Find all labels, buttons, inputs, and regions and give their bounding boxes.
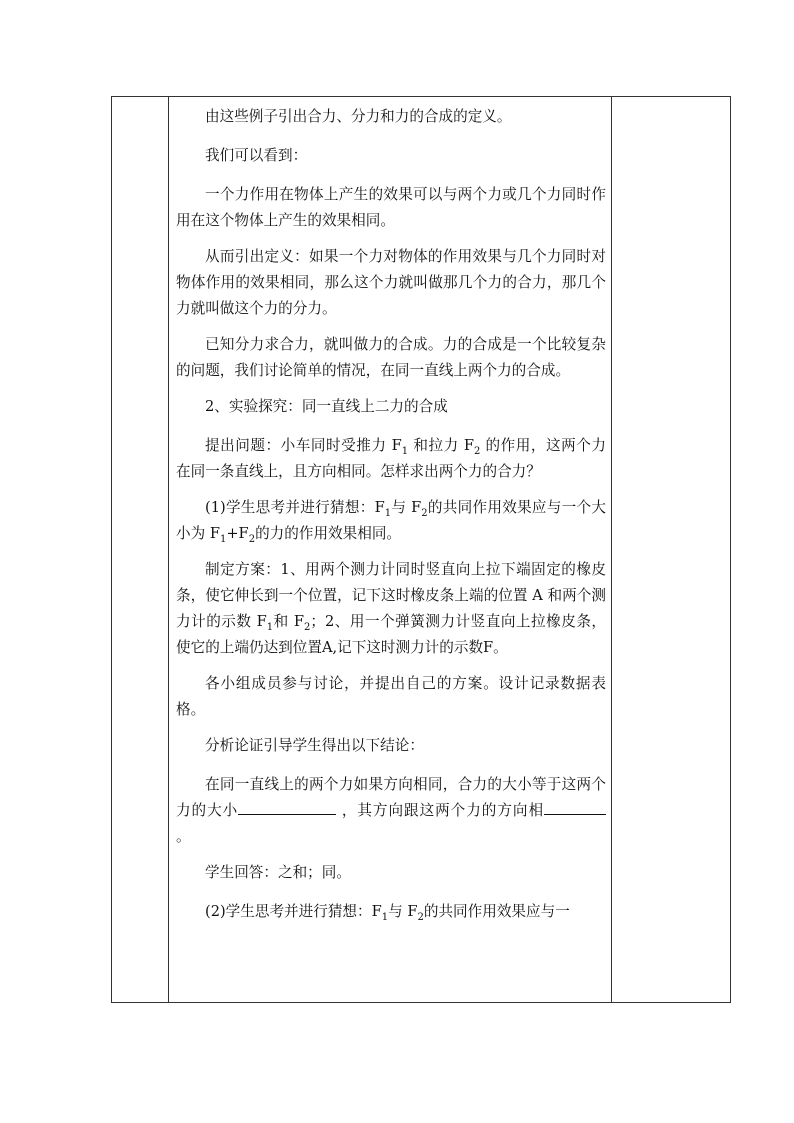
paragraph: 在同一直线上的两个力如果方向相同，合力的大小等于这两个力的大小 ，其方向跟这两个力的方向相 。: [176, 776, 606, 845]
paragraph: 制定方案：1、用两个测力计同时竖直向上拉下端固定的橡皮条，使它伸长到一个位置，记下这时橡皮条上端的位置 A 和两个测力计的示数 $F_1$和 $F_2$；2、用一个弹簧测力计竖直向上拉橡皮条，使它的上端仍达到位置A,记下这时测力计的示数F。: [176, 561, 607, 656]
fill-in-blank: [544, 798, 606, 815]
section-heading: 2、实验探究：同一直线上二力的合成: [205, 398, 448, 415]
paragraph: (2)学生思考并进行猜想：$F_1$与 $F_2$的共同作用效果应与一: [205, 903, 570, 923]
paragraph: 已知分力求合力，就叫做力的合成。力的合成是一个比较复杂的问题，我们讨论简单的情况，在同一直线上两个力的合成。: [176, 336, 606, 379]
paragraph: 从而引出定义：如果一个力对物体的作用效果与几个力同时对物体作用的效果相同，那么这个力就叫做那几个力的合力，那几个力就叫做这个力的分力。: [176, 248, 606, 317]
column-divider-right: [611, 97, 612, 1002]
paragraph: 学生回答：之和；同。: [205, 864, 351, 881]
paragraph: 我们可以看到：: [205, 147, 308, 164]
paragraph: 一个力作用在物体上产生的效果可以与两个力或几个力同时作用在这个物体上产生的效果相同。: [176, 186, 606, 229]
paragraph: (1)学生思考并进行猜想：$F_1$与 $F_2$的共同作用效果应与一个大小为 $F_1+F_2$的力的作用效果相同。: [176, 499, 606, 545]
paragraph: 分析论证引导学生得出以下结论：: [205, 737, 424, 754]
paragraph: 由这些例子引出合力、分力和力的合成的定义。: [205, 108, 512, 125]
fill-in-blank: [238, 798, 336, 815]
lesson-table: [111, 96, 731, 1003]
lesson-content-cell: [176, 97, 606, 935]
paragraph: 各小组成员参与讨论，并提出自己的方案。设计记录数据表格。: [176, 675, 606, 718]
paragraph: 提出问题：小车同时受推力 $F_1$ 和拉力 $F_2$ 的作用，这两个力在同一条直线上，且方向相同。怎样求出两个力的合力？: [176, 437, 607, 480]
column-divider-left: [168, 97, 169, 1002]
